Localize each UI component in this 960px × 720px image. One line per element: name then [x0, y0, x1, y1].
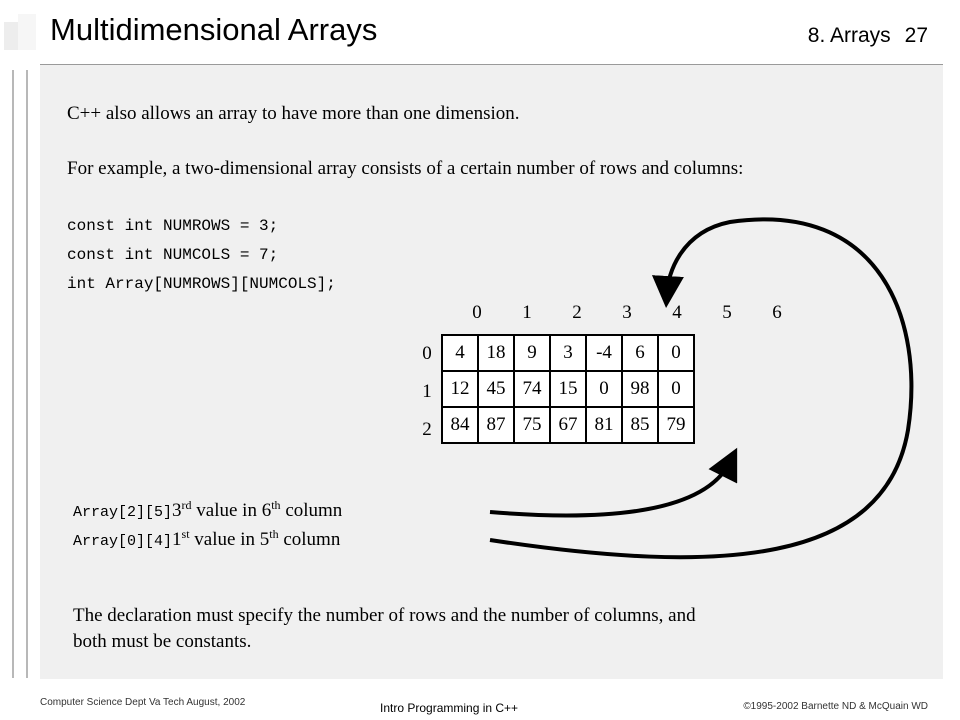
example-text: value in 5: [189, 529, 270, 550]
arrow-to-array-2-5: [490, 462, 730, 515]
table-cell: 45: [478, 371, 514, 407]
conclusion-text: both must be constants.: [73, 631, 252, 652]
table-cell: 0: [586, 371, 622, 407]
column-header: 1: [522, 302, 532, 323]
ordinal: 1: [172, 529, 182, 550]
table-cell: 67: [550, 407, 586, 443]
ordinal-suffix: st: [181, 527, 190, 541]
example-text: column: [278, 529, 341, 550]
column-header: 3: [622, 302, 632, 323]
intro-text: C++ also allows an array to have more than one dimension.: [67, 103, 520, 124]
table-cell: 85: [622, 407, 658, 443]
table-cell: 0: [658, 371, 694, 407]
example-intro-text: For example, a two-dimensional array consists of a certain number of rows and columns:: [67, 158, 744, 179]
table-cell: 9: [514, 335, 550, 371]
row-header: 1: [422, 381, 432, 402]
footer-left: Computer Science Dept Va Tech August, 2002: [40, 697, 246, 708]
example-text: value in 6: [191, 500, 272, 521]
code-line: const int NUMCOLS = 7;: [67, 246, 279, 264]
column-header: 2: [572, 302, 582, 323]
table-cell: 6: [622, 335, 658, 371]
table-cell: 98: [622, 371, 658, 407]
section-name: 8. Arrays: [807, 24, 891, 47]
table-cell: 84: [442, 407, 478, 443]
table-cell: 81: [586, 407, 622, 443]
arrow-to-array-0-4: [490, 219, 911, 557]
table-cell: 75: [514, 407, 550, 443]
table-cell: 4: [442, 335, 478, 371]
column-header: 6: [772, 302, 782, 323]
table-cell: 18: [478, 335, 514, 371]
table-cell: 79: [658, 407, 694, 443]
ordinal-suffix: th: [271, 498, 281, 512]
table-cell: 0: [658, 335, 694, 371]
example-code: Array[0][4]: [73, 533, 173, 550]
row-header: 2: [422, 419, 432, 440]
ordinal: 3: [172, 500, 182, 521]
column-header: 0: [472, 302, 482, 323]
table-cell: 87: [478, 407, 514, 443]
code-line: const int NUMROWS = 3;: [67, 217, 279, 235]
table-cell: 15: [550, 371, 586, 407]
slide-title: Multidimensional Arrays: [50, 12, 378, 47]
ordinal-suffix: rd: [181, 498, 192, 512]
page-number: 27: [904, 24, 928, 47]
footer-center: Intro Programming in C++: [380, 701, 519, 715]
example-text: column: [280, 500, 343, 521]
footer-right: ©1995-2002 Barnette ND & McQuain WD: [743, 701, 928, 712]
conclusion-text: The declaration must specify the number of rows and the number of columns, and: [73, 605, 696, 626]
table-cell: 74: [514, 371, 550, 407]
column-header: 5: [722, 302, 732, 323]
column-header: 4: [672, 302, 682, 323]
table-cell: -4: [586, 335, 622, 371]
table-cell: 3: [550, 335, 586, 371]
table-cell: 12: [442, 371, 478, 407]
ordinal-suffix: th: [269, 527, 279, 541]
code-line: int Array[NUMROWS][NUMCOLS];: [67, 275, 336, 293]
row-header: 0: [422, 343, 432, 364]
example-code: Array[2][5]: [73, 504, 173, 521]
